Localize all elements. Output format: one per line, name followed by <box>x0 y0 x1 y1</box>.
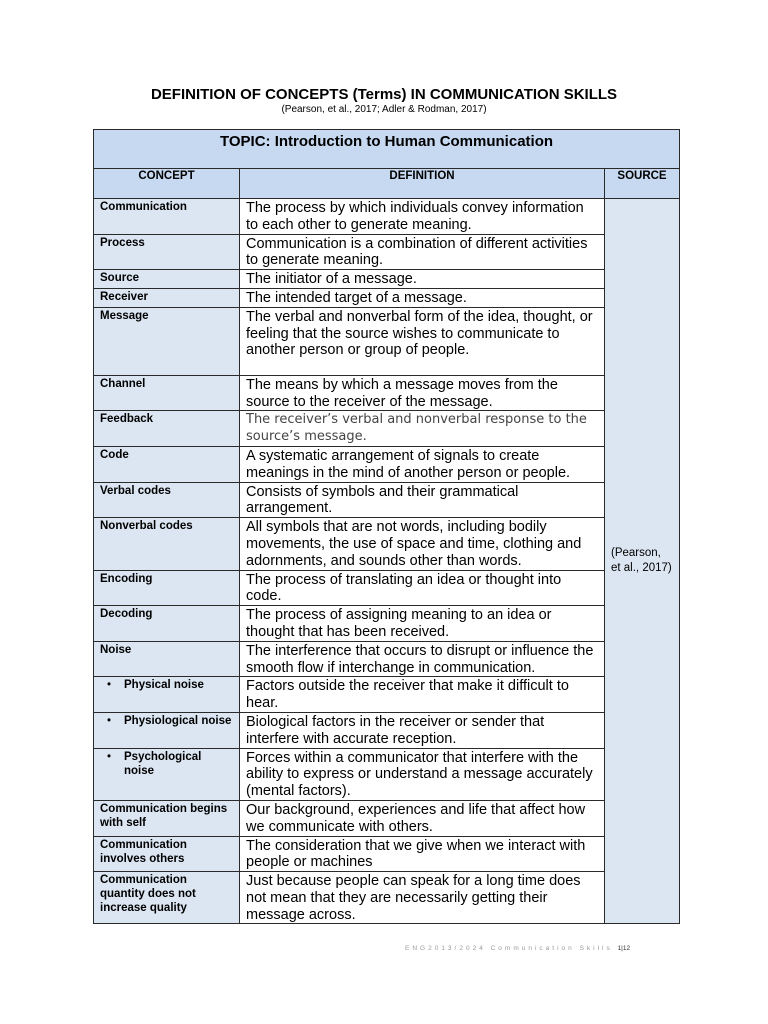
table-row <box>94 606 680 642</box>
header-definition: DEFINITION <box>240 169 605 199</box>
concept-label: Physiological noise <box>124 714 232 727</box>
definition-cell: The process of translating an idea or thought into code. <box>240 570 605 606</box>
table-row <box>94 288 680 307</box>
concept-cell: Communication begins with self <box>94 800 240 836</box>
definition-cell: Forces within a communicator that interfere with the ability to express or understand a message accurately (mental factors). <box>240 748 605 800</box>
definition-cell: The intended target of a message. <box>240 288 605 307</box>
table-row <box>94 872 680 924</box>
concept-cell: Verbal codes <box>94 482 240 518</box>
table-row <box>94 748 680 800</box>
definition-cell: The receiver’s verbal and nonverbal response to the source’s message. <box>240 411 605 447</box>
table-row <box>94 270 680 289</box>
concept-cell: Communication <box>94 199 240 235</box>
table-row <box>94 570 680 606</box>
table-row <box>94 712 680 748</box>
definition-cell: The process by which individuals convey information to each other to generate meaning. <box>240 199 605 235</box>
concept-cell: Source <box>94 270 240 289</box>
concept-cell <box>94 677 240 713</box>
table-row <box>94 641 680 677</box>
definition-cell: Just because people can speak for a long time does not mean that they are necessarily getting their message across. <box>240 872 605 924</box>
bullet-icon: • <box>106 679 112 692</box>
concept-label: Physical noise <box>124 679 204 692</box>
concept-cell <box>94 748 240 800</box>
concept-cell: Process <box>94 234 240 270</box>
definition-cell: The initiator of a message. <box>240 270 605 289</box>
document-subtitle: (Pearson, et al., 2017; Adler & Rodman, 2017) <box>281 104 487 115</box>
concept-cell: Receiver <box>94 288 240 307</box>
table-row <box>94 800 680 836</box>
table-row <box>94 307 680 375</box>
concept-cell: Message <box>94 307 240 375</box>
concepts-table <box>93 129 680 924</box>
concept-cell: Noise <box>94 641 240 677</box>
definition-cell: The process of assigning meaning to an idea or thought that has been received. <box>240 606 605 642</box>
definition-cell: The verbal and nonverbal form of the idea, thought, or feeling that the source wishes to communicate to another person or group of people. <box>240 307 605 375</box>
definition-cell: All symbols that are not words, including bodily movements, the use of space and time, clothing and adornments, and sounds other than words. <box>240 518 605 570</box>
table-row <box>94 446 680 482</box>
page-footer <box>405 945 630 952</box>
header-source: SOURCE <box>605 169 680 199</box>
concept-label: Psychological noise <box>124 750 202 777</box>
definition-cell: Biological factors in the receiver or sender that interfere with accurate reception. <box>240 712 605 748</box>
concept-cell: Code <box>94 446 240 482</box>
concept-cell: Nonverbal codes <box>94 518 240 570</box>
table-row <box>94 199 680 235</box>
topic-heading: TOPIC: Introduction to Human Communication <box>94 130 680 169</box>
concept-cell: Decoding <box>94 606 240 642</box>
definition-cell: Consists of symbols and their grammatical arrangement. <box>240 482 605 518</box>
concept-cell: Channel <box>94 375 240 411</box>
definition-cell: The interference that occurs to disrupt or influence the smooth flow if interchange in communication. <box>240 641 605 677</box>
table-row <box>94 482 680 518</box>
definition-cell: Our background, experiences and life that affect how we communicate with others. <box>240 800 605 836</box>
bullet-icon: • <box>106 714 112 727</box>
concept-cell: Encoding <box>94 570 240 606</box>
table-row <box>94 411 680 447</box>
definition-cell: Factors outside the receiver that make it difficult to hear. <box>240 677 605 713</box>
concept-cell: Communication involves others <box>94 836 240 872</box>
definition-cell: Communication is a combination of different activities to generate meaning. <box>240 234 605 270</box>
definition-cell: The means by which a message moves from the source to the receiver of the message. <box>240 375 605 411</box>
table-row <box>94 234 680 270</box>
bullet-icon: • <box>106 750 112 763</box>
definition-cell: A systematic arrangement of signals to create meanings in the mind of another person or people. <box>240 446 605 482</box>
source-cell: (Pearson, et al., 2017) <box>605 199 680 924</box>
table-row <box>94 518 680 570</box>
table-row <box>94 836 680 872</box>
table-row <box>94 677 680 713</box>
concept-cell <box>94 712 240 748</box>
footer-course: ENG2013/2024 Communication Skills <box>405 945 613 952</box>
table-row <box>94 375 680 411</box>
concept-cell: Communication quantity does not increase quality <box>94 872 240 924</box>
header-concept: CONCEPT <box>94 169 240 199</box>
definition-cell: The consideration that we give when we interact with people or machines <box>240 836 605 872</box>
concept-cell: Feedback <box>94 411 240 447</box>
document-title: DEFINITION OF CONCEPTS (Terms) IN COMMUNICATION SKILLS <box>150 86 618 103</box>
page-number: 1|12 <box>617 945 631 952</box>
